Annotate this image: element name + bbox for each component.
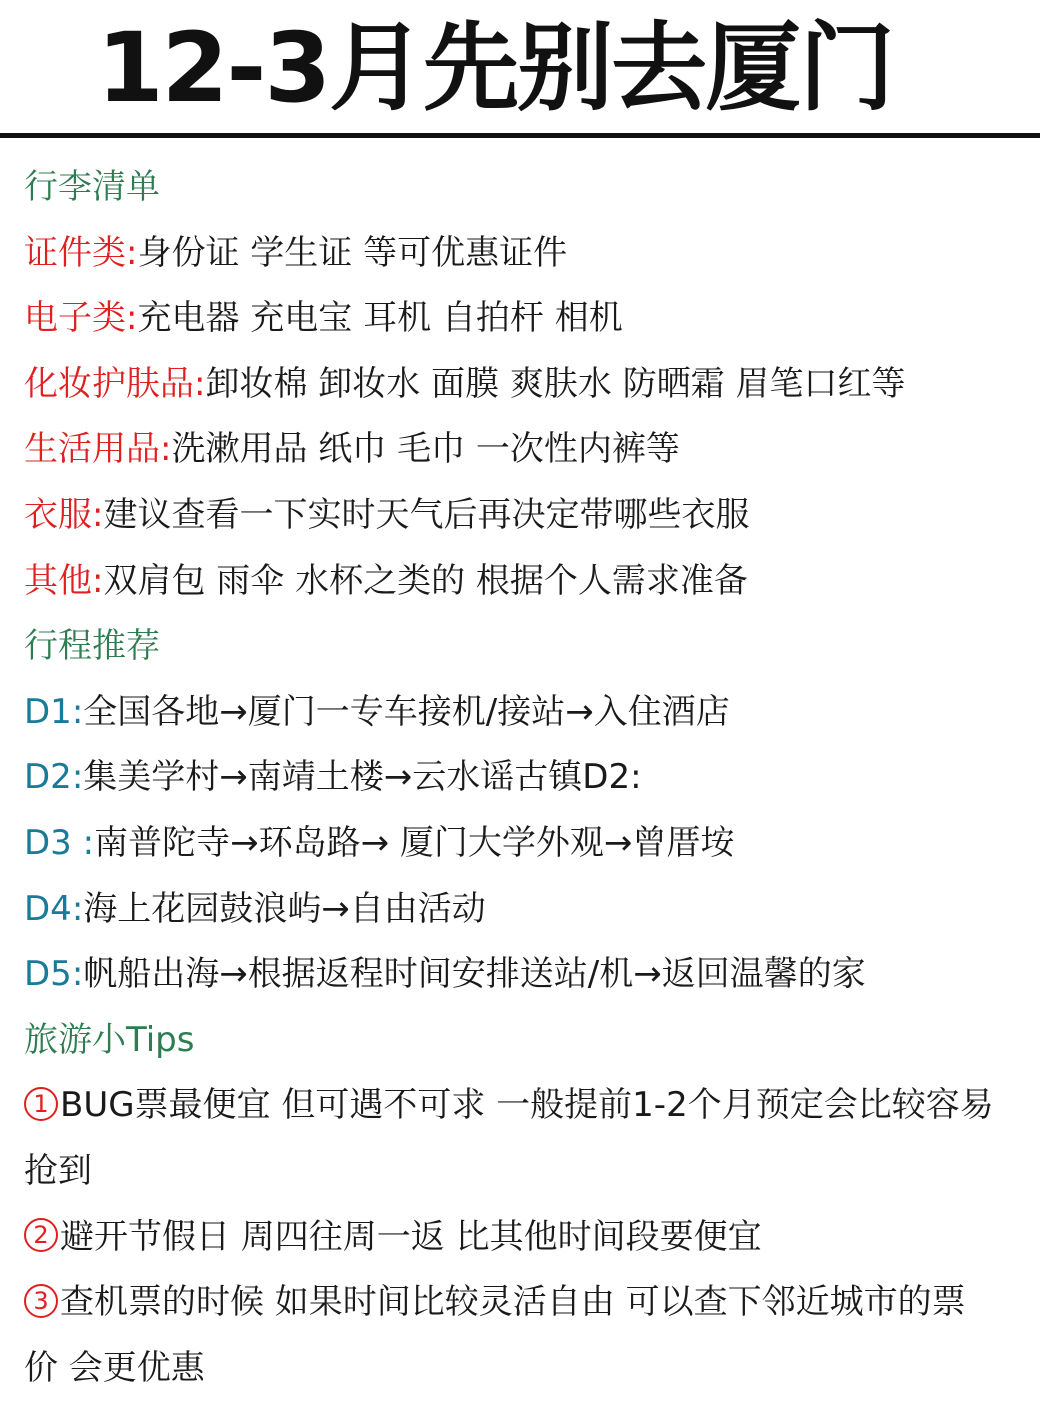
itinerary-day-4 [24,877,1020,943]
day-text: 全国各地→厦门一专车接机/接站→入住酒店 [83,691,730,732]
packing-text: 卸妆棉 卸妆水 面膜 爽肤水 防晒霜 眉笔口红等 [205,363,906,404]
packing-text: 双肩包 雨伞 水杯之类的 根据个人需求准备 [103,560,748,601]
packing-item-other [24,549,1020,615]
packing-label: 电子类: [24,298,138,339]
packing-label: 证件类: [24,232,138,273]
packing-text: 洗漱用品 纸巾 毛巾 一次性内裤等 [171,429,680,470]
tip-number-icon: 3 [24,1284,58,1318]
itinerary-day-2 [24,745,1020,811]
packing-text: 身份证 学生证 等可优惠证件 [137,232,568,273]
tip-number-icon: 2 [24,1218,58,1252]
tip-number-icon: 1 [24,1087,58,1121]
day-label: D3 : [24,822,95,863]
packing-item-clothes [24,483,1020,549]
tips-heading: 旅游小Tips [24,1019,195,1060]
title-header [0,0,1040,138]
packing-label: 化妆护肤品: [24,363,206,404]
itinerary-day-3 [24,811,1020,877]
tip-1 [24,1073,1020,1139]
day-text: 南普陀寺→环岛路→ 厦门大学外观→曾厝垵 [94,822,735,863]
day-label: D5: [24,954,84,995]
itinerary-heading: 行程推荐 [24,626,160,667]
tip-text: 避开节假日 周四往周一返 比其他时间段要便宜 [60,1216,762,1257]
packing-item-electronics [24,286,1020,352]
page-title: 12-3月先别去厦门 [96,12,894,124]
packing-item-daily [24,417,1020,483]
packing-label: 其他: [24,560,104,601]
day-text: 海上花园鼓浪屿→自由活动 [83,888,486,929]
tip-3 [24,1270,1020,1336]
day-label: D2: [24,757,84,798]
packing-label: 生活用品: [24,429,172,470]
tip-text: 查机票的时候 如果时间比较灵活自由 可以查下邻近城市的票 [60,1282,966,1323]
day-text: 帆船出海→根据返程时间安排送站/机→返回温馨的家 [83,954,866,995]
packing-text: 充电器 充电宝 耳机 自拍杆 相机 [137,298,623,339]
tip-3-continued: 价 会更优惠 [24,1347,205,1388]
tip-text: BUG票最便宜 但可遇不可求 一般提前1-2个月预定会比较容易 [60,1085,994,1126]
day-label: D1: [24,691,84,732]
tip-2 [24,1205,1020,1271]
packing-item-skincare [24,352,1020,418]
packing-item-documents [24,221,1020,287]
packing-heading: 行李清单 [24,167,160,207]
packing-text: 建议查看一下实时天气后再决定带哪些衣服 [103,494,750,535]
packing-label: 衣服: [24,494,104,535]
itinerary-day-5 [24,942,1020,1008]
day-text: 集美学村→南靖土楼→云水谣古镇D2: [83,757,642,798]
tip-1-continued: 抢到 [24,1150,92,1191]
itinerary-day-1 [24,680,1020,746]
day-label: D4: [24,888,84,929]
document-body [24,155,1020,1401]
